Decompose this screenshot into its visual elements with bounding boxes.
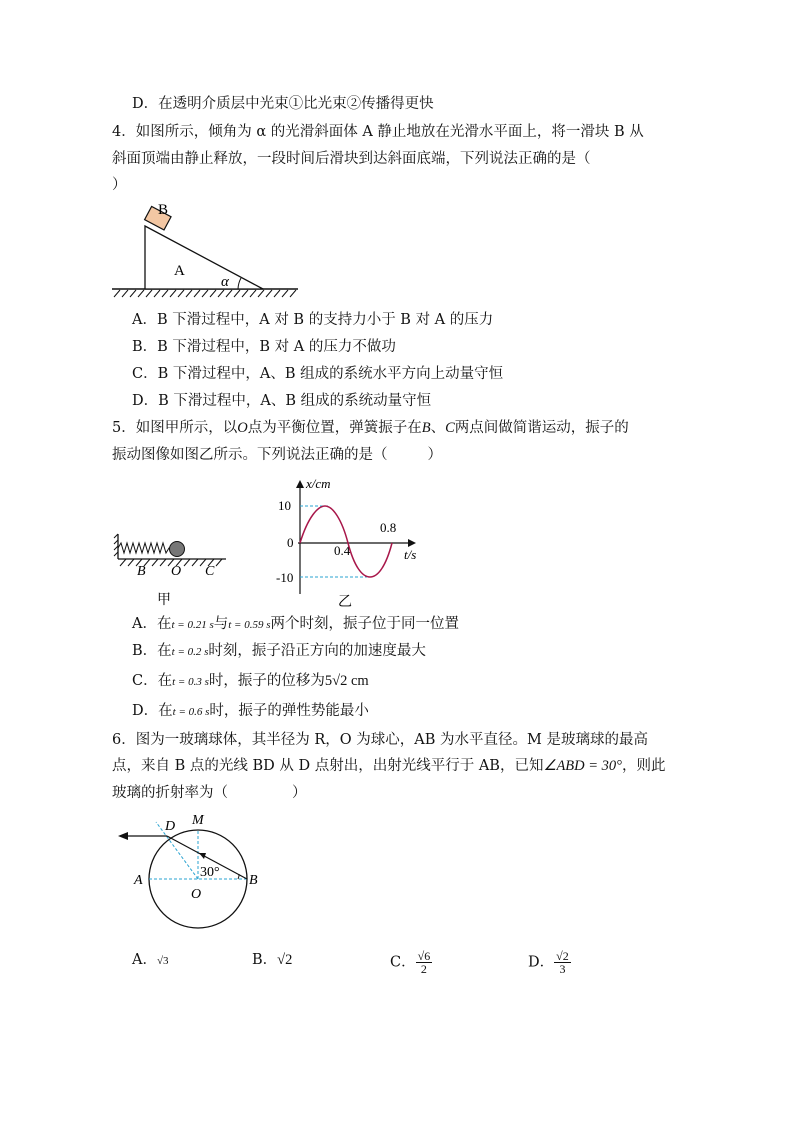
q5-stem-line2: 振动图像如图乙所示。下列说法正确的是（ ）	[112, 447, 442, 463]
x-tick-0.8: 0.8	[380, 520, 397, 535]
q5-stem-line1: 5．如图甲所示，以O点为平衡位置，弹簧振子在B、C两点间做简谐运动，振子的	[112, 420, 629, 436]
wedge-a	[145, 226, 263, 289]
given-angle: ∠ABD = 30°	[543, 758, 622, 774]
q5-option-b: B．在t = 0.2 s时刻，振子沿正方向的加速度最大	[132, 643, 426, 659]
spring	[118, 543, 171, 553]
x-tick-0.4: 0.4	[334, 543, 351, 558]
q6-option-d: D． $\frac{√2}{3}$	[528, 949, 569, 976]
q5-option-c: C．在t = 0.3 s时，振子的位移为5√2 cm	[132, 673, 369, 689]
caption-yi: 乙	[338, 594, 352, 610]
x-axis-label: t/s	[404, 547, 417, 562]
label-angle-30: 30°	[200, 865, 220, 880]
y-axis-label: x/cm	[306, 476, 331, 491]
caption-jia: 甲	[157, 592, 171, 608]
q5-option-d: D．在t = 0.6 s时，振子的弹性势能最小	[132, 703, 369, 719]
q4-option-a: A．B 下滑过程中，A 对 B 的支持力小于 B 对 A 的压力	[132, 312, 494, 328]
ray-bd-arrow	[199, 853, 206, 859]
point-c: C	[445, 420, 455, 436]
oscillator-ball	[170, 542, 185, 557]
q6-stem-line2: 点，来自 B 点的光线 BD 从 D 点射出，出射光线平行于 AB，已知∠ABD = 30°，则此	[112, 758, 666, 774]
q4-option-c: C．B 下滑过程中，A、B 组成的系统水平方向上动量守恒	[132, 366, 504, 382]
label-a: A	[134, 873, 143, 888]
label-d: D	[165, 819, 176, 834]
q4-option-d: D．B 下滑过程中，A、B 组成的系统动量守恒	[132, 393, 432, 409]
y-tick-10: 10	[278, 498, 291, 513]
point-b: B	[421, 420, 431, 436]
label-o: O	[171, 564, 182, 579]
q6-option-c: C． $\frac{√6}{2}$	[390, 949, 431, 976]
ground-hatching	[114, 290, 296, 297]
q6-option-a: A．√3	[132, 952, 169, 968]
label-m: M	[192, 813, 204, 828]
label-o: O	[191, 887, 202, 902]
label-c: C	[205, 564, 215, 579]
block-b-label: B	[158, 202, 169, 218]
q4-stem-line2: 斜面顶端由静止释放，一段时间后滑块到达斜面底端，下列说法正确的是（	[112, 151, 591, 167]
q3-option-d: D．在透明介质层中光束①比光束②传播得更快	[132, 96, 434, 112]
emergent-ray-arrow	[118, 832, 128, 840]
point-o: O	[237, 420, 248, 436]
q6-stem-line1: 6．图为一玻璃球体，其半径为 R，O 为球心，AB 为水平直径。M 是玻璃球的最高	[112, 732, 648, 748]
q6-stem-line3: 玻璃的折射率为（ ）	[112, 785, 307, 801]
label-b: B	[137, 564, 146, 579]
q6-glass-sphere-figure	[112, 808, 272, 930]
y-tick-0: 0	[287, 535, 294, 550]
angle-alpha-label: α	[221, 274, 229, 290]
q4-stem-line3: ）	[112, 177, 127, 193]
y-tick-neg10: -10	[276, 570, 294, 585]
q5-option-a: A．在t = 0.21 s与t = 0.59 s两个时刻，振子位于同一位置	[132, 616, 460, 632]
q4-stem-line1: 4．如图所示，倾角为 α 的光滑斜面体 A 静止地放在光滑水平面上，将一滑块 B 从	[112, 124, 644, 140]
wedge-a-label: A	[174, 263, 185, 279]
sine-curve	[300, 506, 392, 577]
q4-incline-figure	[108, 198, 303, 300]
label-b: B	[249, 873, 258, 888]
q5-spring-oscillator-figure	[112, 530, 232, 610]
q4-option-b: B．B 下滑过程中，B 对 A 的压力不做功	[132, 339, 396, 355]
q6-option-b: B．√2	[252, 952, 293, 968]
q5-vibration-graph	[270, 470, 430, 610]
